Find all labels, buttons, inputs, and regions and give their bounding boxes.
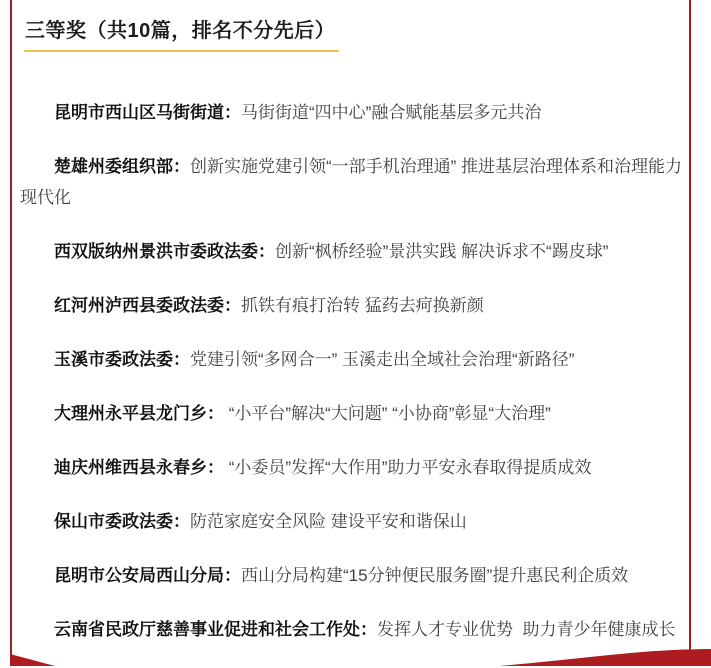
article-content <box>12 0 689 668</box>
award-entry <box>20 452 689 483</box>
award-entry-org: 楚雄州委组织部： <box>54 157 190 176</box>
award-entry <box>20 398 689 429</box>
award-entry-org: 迪庆州维西县永春乡： <box>54 458 224 477</box>
section-title: 三等奖（共10篇，排名不分先后） <box>24 14 339 52</box>
award-entry-desc: 党建引领“多网合一” 玉溪走出全域社会治理“新路径” <box>190 350 575 369</box>
award-entry-org: 昆明市西山区马街街道： <box>54 103 241 122</box>
award-entry-desc: 发挥人才专业优势 助力青少年健康成长 <box>377 620 676 639</box>
award-entry-org: 玉溪市委政法委： <box>54 350 190 369</box>
award-entry-desc: 创新“枫桥经验”景洪实践 解决诉求不“踢皮球” <box>275 242 609 261</box>
award-entry <box>20 236 689 267</box>
award-entry-org: 大理州永平县龙门乡： <box>54 404 224 423</box>
right-border-rule <box>689 0 691 666</box>
award-entry-org: 西双版纳州景洪市委政法委： <box>54 242 275 261</box>
award-entry <box>20 151 689 213</box>
award-entry <box>20 290 689 321</box>
award-entry-desc: 马街街道“四中心”融合赋能基层多元共治 <box>241 103 542 122</box>
award-entry-desc: 抓铁有痕打治转 猛药去疴换新颜 <box>241 296 484 315</box>
award-entry-desc: “小平台”解决“大问题” “小协商”彰显“大治理” <box>224 404 551 423</box>
award-entry-org: 保山市委政法委： <box>54 512 190 531</box>
award-entry-desc: “小委员”发挥“大作用”助力平安永春取得提质成效 <box>224 458 592 477</box>
award-entry-org: 云南省民政厅慈善事业促进和社会工作处： <box>54 620 377 639</box>
award-entry-org: 红河州泸西县委政法委： <box>54 296 241 315</box>
award-entry <box>20 97 689 128</box>
award-entry-org: 昆明市公安局西山分局： <box>54 566 241 585</box>
award-entry <box>20 560 689 591</box>
award-list <box>20 97 689 645</box>
award-entry <box>20 344 689 375</box>
award-entry-desc: 防范家庭安全风险 建设平安和谐保山 <box>190 512 467 531</box>
award-entry <box>20 614 689 645</box>
award-entry <box>20 506 689 537</box>
award-entry-desc: 西山分局构建“15分钟便民服务圈”提升惠民利企质效 <box>241 566 629 585</box>
award-entry-desc: 创新实施党建引领“一部手机治理通” 推进基层治理体系和治理能力现代化 <box>20 157 683 207</box>
